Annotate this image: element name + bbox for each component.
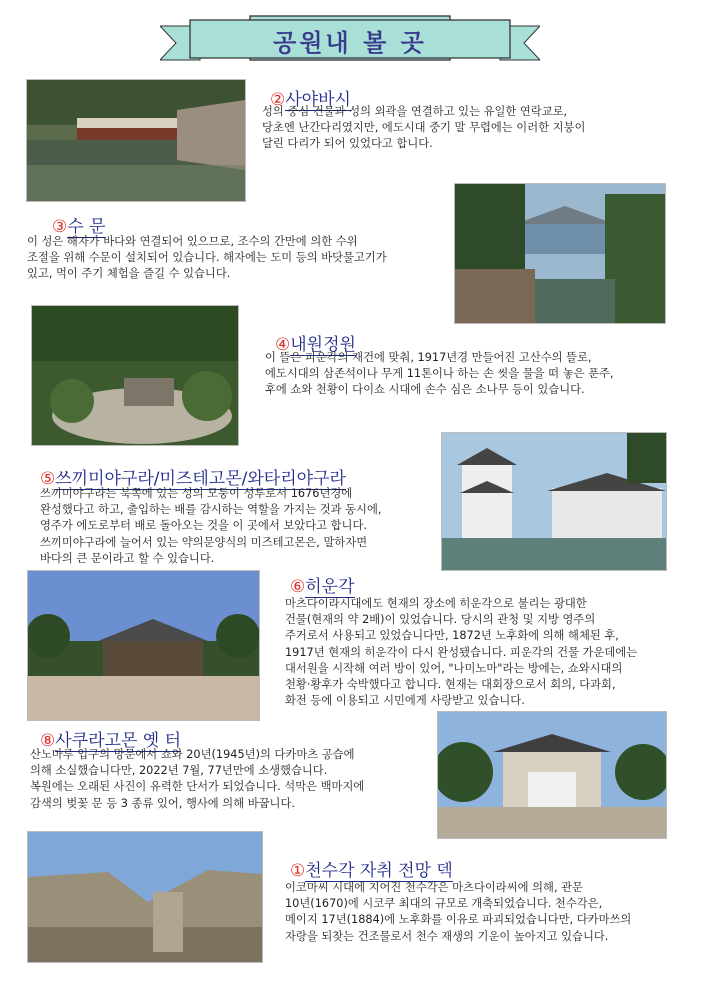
section-heading-hiunkaku: ⑥히운각 — [290, 577, 355, 597]
section-heading-sumun: ③수 문 — [52, 217, 106, 237]
section-body-keep-observation: 이코마씨 시대에 지어진 천수각은 마츠다이라씨에 의해, 관문 10년(1670)에 시코쿠 최대의 규모로 개축되었습니다. 천수각은, 메이지 17년(1884)에 노후화를 이유로 파괴되었습니다만, 다카마쓰의 자랑을 되찾는 건조물로서 천수 재생의 기운이 높아지고 있습니다. — [285, 881, 632, 943]
section-heading-naewon: ④내원정원 — [275, 335, 356, 355]
section-body-sumun: 이 성은 해자가 바다와 연결되어 있으므로, 조수의 간만에 의한 수위 조절을 위해 수문이 설치되어 있습니다. 해자에는 도미 등의 바닷물고기가 있고, 먹이 주기 체험을 즐길 수 있습니다. — [27, 235, 387, 281]
inner-garden-photo — [32, 306, 238, 445]
section-body-hiunkaku: 마츠다이라시대에도 현재의 장소에 히운각으로 불리는 광대한 건물(현재의 약 2배)이 있었습니다. 당시의 관청 및 지방 영주의 주거로서 사용되고 있었습니다만, 1872년 노후화에 의해 해체된 후, 1917년 현재의 히운각이 다시 완성됐습니다. 피운각의 건물 가운데에는 대서원을 시작해 여러 방이 있어, "나미노마"라는 방에는, 쇼와시대의 천황·황후가 숙박했다고 합니다. 현재는 대회장으로서 회의, 다과회, 화전 등에 이용되고 시민에게 사랑받고 있습니다. — [285, 597, 638, 708]
section-heading-sayabashi: ②사야바시 — [270, 90, 351, 110]
section-heading-sakuragomon: ⑧사쿠라고몬 옛 터 — [40, 731, 182, 751]
title-banner — [160, 14, 540, 66]
keep-ruins-photo — [28, 832, 262, 962]
section-body-sayabashi: 성의 중심 건물과 성의 외곽을 연결하고 있는 유일한 연락교로, 당초엔 난간다리였지만, 에도시대 중기 말 무렵에는 이러한 지붕이 달린 다리가 되어 있었다고 합니다. — [262, 105, 586, 151]
section-heading-keep-observation: ①천수각 자취 전망 덱 — [290, 861, 453, 881]
sakuragomon-photo — [438, 712, 666, 838]
sayabashi-photo — [27, 80, 245, 201]
tsukimi-turret-photo — [442, 433, 666, 570]
section-body-sakuragomon: 산노마루 입구의 망문에서 쇼와 20년(1945년)의 다카마츠 공습에 의해 소실했습니다만, 2022년 7월, 77년만에 소생했습니다. 복원에는 오래된 사진이 유력한 단서가 되었습니다. 석막은 백마지에 감색의 벚꽃 문 등 3 종류 있어, 행사에 의해 바꿉니다. — [30, 748, 365, 810]
water-gate-photo — [455, 184, 665, 323]
section-heading-tsukimi: ⑤쓰끼미야구라/미즈테고몬/와타리야구라 — [40, 469, 346, 489]
hiunkaku-photo — [28, 571, 259, 720]
section-body-naewon: 이 뜰은 피운각의 재건에 맞춰, 1917년경 만들어진 고산수의 뜰로, 에도시대의 삼존석이나 무게 11톤이나 하는 손 씻을 물을 떠 놓은 푼주, 후에 쇼와 천황이 다이쇼 시대에 손수 심은 소나무 등이 있습니다. — [265, 351, 614, 397]
page-title: 공원내 볼 곳 — [273, 28, 427, 57]
section-body-tsukimi: 쓰끼미야구라는 북쪽에 있는 성의 모퉁이 성루로서 1676년경에 완성했다고 하고, 출입하는 배를 감시하는 역할을 가지는 것과 동시에, 영주가 에도로부터 배로 돌아오는 것을 이 곳에서 보았다고 합니다. 쓰끼미야구라에 늘어서 있는 약의문양식의 미즈테고몬은, 말하자면 바다의 큰 문이라고 할 수 있습니다. — [40, 487, 382, 565]
